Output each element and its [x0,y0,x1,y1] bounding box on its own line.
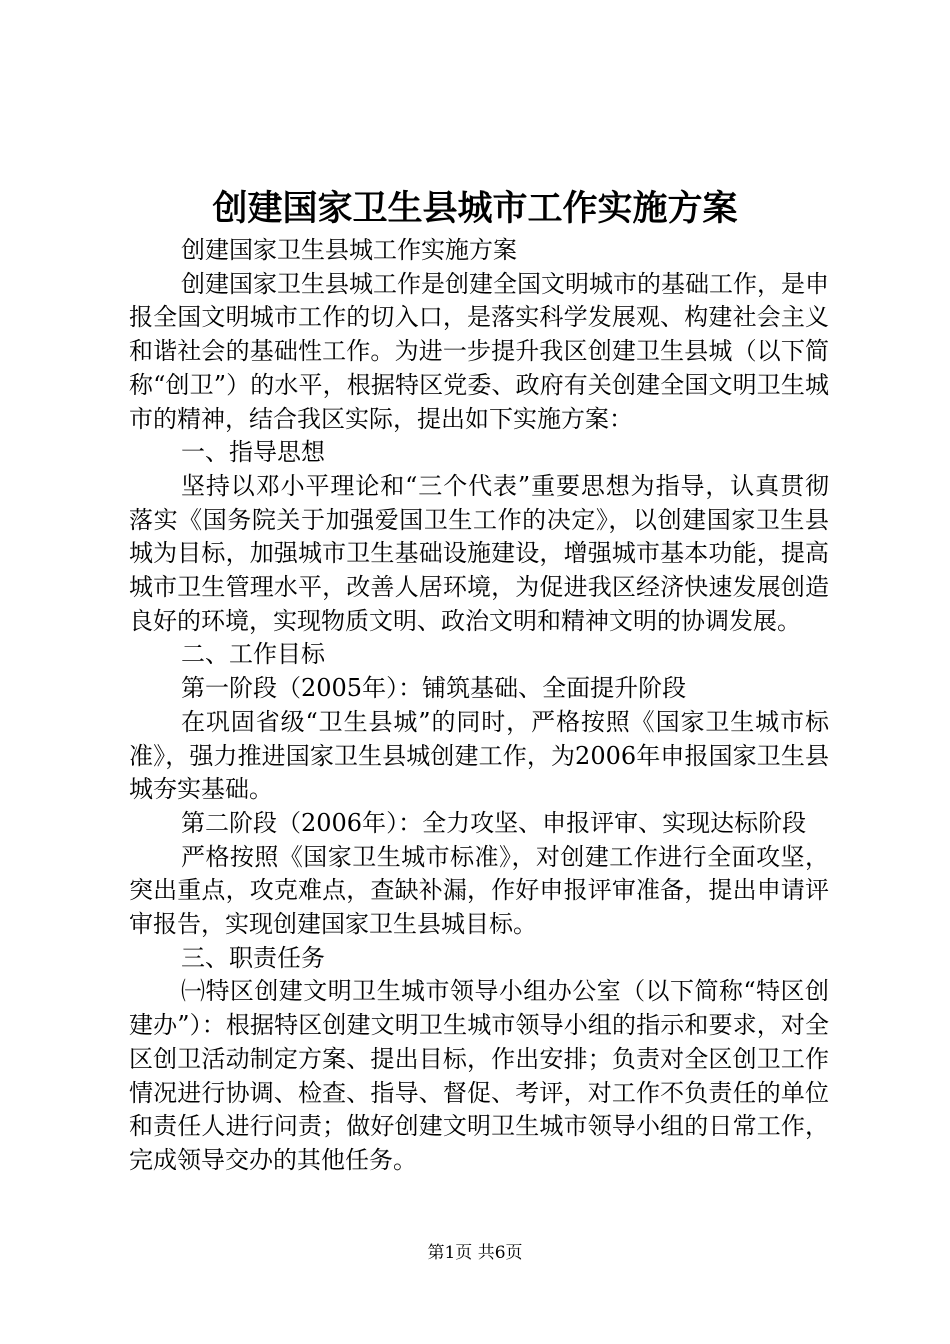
intro-paragraph: 创建国家卫生县城工作是创建全国文明城市的基础工作，是申报全国文明城市工作的切入口，是落实科学发展观、构建社会主义和谐社会的基础性工作。为进一步提升我区创建卫生县城（以下简称“创卫”）的水平，根据特区党委、政府有关创建全国文明卫生城市的精神，结合我区实际，提出如下实施方案： [129,269,829,433]
stage-one-heading: 第一阶段（2005年）：铺筑基础、全面提升阶段 [181,674,687,703]
stage-two-heading: 第二阶段（2006年）：全力攻坚、申报评审、实现达标阶段 [181,808,807,837]
section-heading-work-goals: 二、工作目标 [181,640,325,669]
page-number-footer: 第1页 共6页 [427,1243,523,1263]
document-title: 创建国家卫生县城市工作实施方案 [212,188,738,229]
document-body [129,234,829,1178]
section-heading-responsibilities: 三、职责任务 [181,943,325,972]
responsibility-item-1: ㈠特区创建文明卫生城市领导小组办公室（以下简称“特区创建办”）：根据特区创建文明卫生城市领导小组的指示和要求，对全区创卫活动制定方案、提出目标，作出安排；负责对全区创卫工作情况进行协调、检查、指导、督促、考评，对工作不负责任的单位和责任人进行问责；做好创建文明卫生城市领导小组的日常工作，完成领导交办的其他任务。 [129,977,829,1174]
section-heading-guiding-thought: 一、指导思想 [181,438,325,467]
guiding-thought-paragraph: 坚持以邓小平理论和“三个代表”重要思想为指导，认真贯彻落实《国务院关于加强爱国卫生工作的决定》，以创建国家卫生县城为目标，加强城市卫生基础设施建设，增强城市基本功能，提高城市卫生管理水平，改善人居环境，为促进我区经济快速发展创造良好的环境，实现物质文明、政治文明和精神文明的协调发展。 [129,471,829,635]
stage-one-paragraph: 在巩固省级“卫生县城”的同时，严格按照《国家卫生城市标准》，强力推进国家卫生县城创建工作，为2006年申报国家卫生县城夯实基础。 [129,707,829,804]
subtitle-paragraph: 创建国家卫生县城工作实施方案 [181,236,517,264]
stage-two-paragraph: 严格按照《国家卫生城市标准》，对创建工作进行全面攻坚，突出重点，攻克难点，查缺补漏，作好申报评审准备，提出申请评审报告，实现创建国家卫生县城目标。 [129,842,829,939]
